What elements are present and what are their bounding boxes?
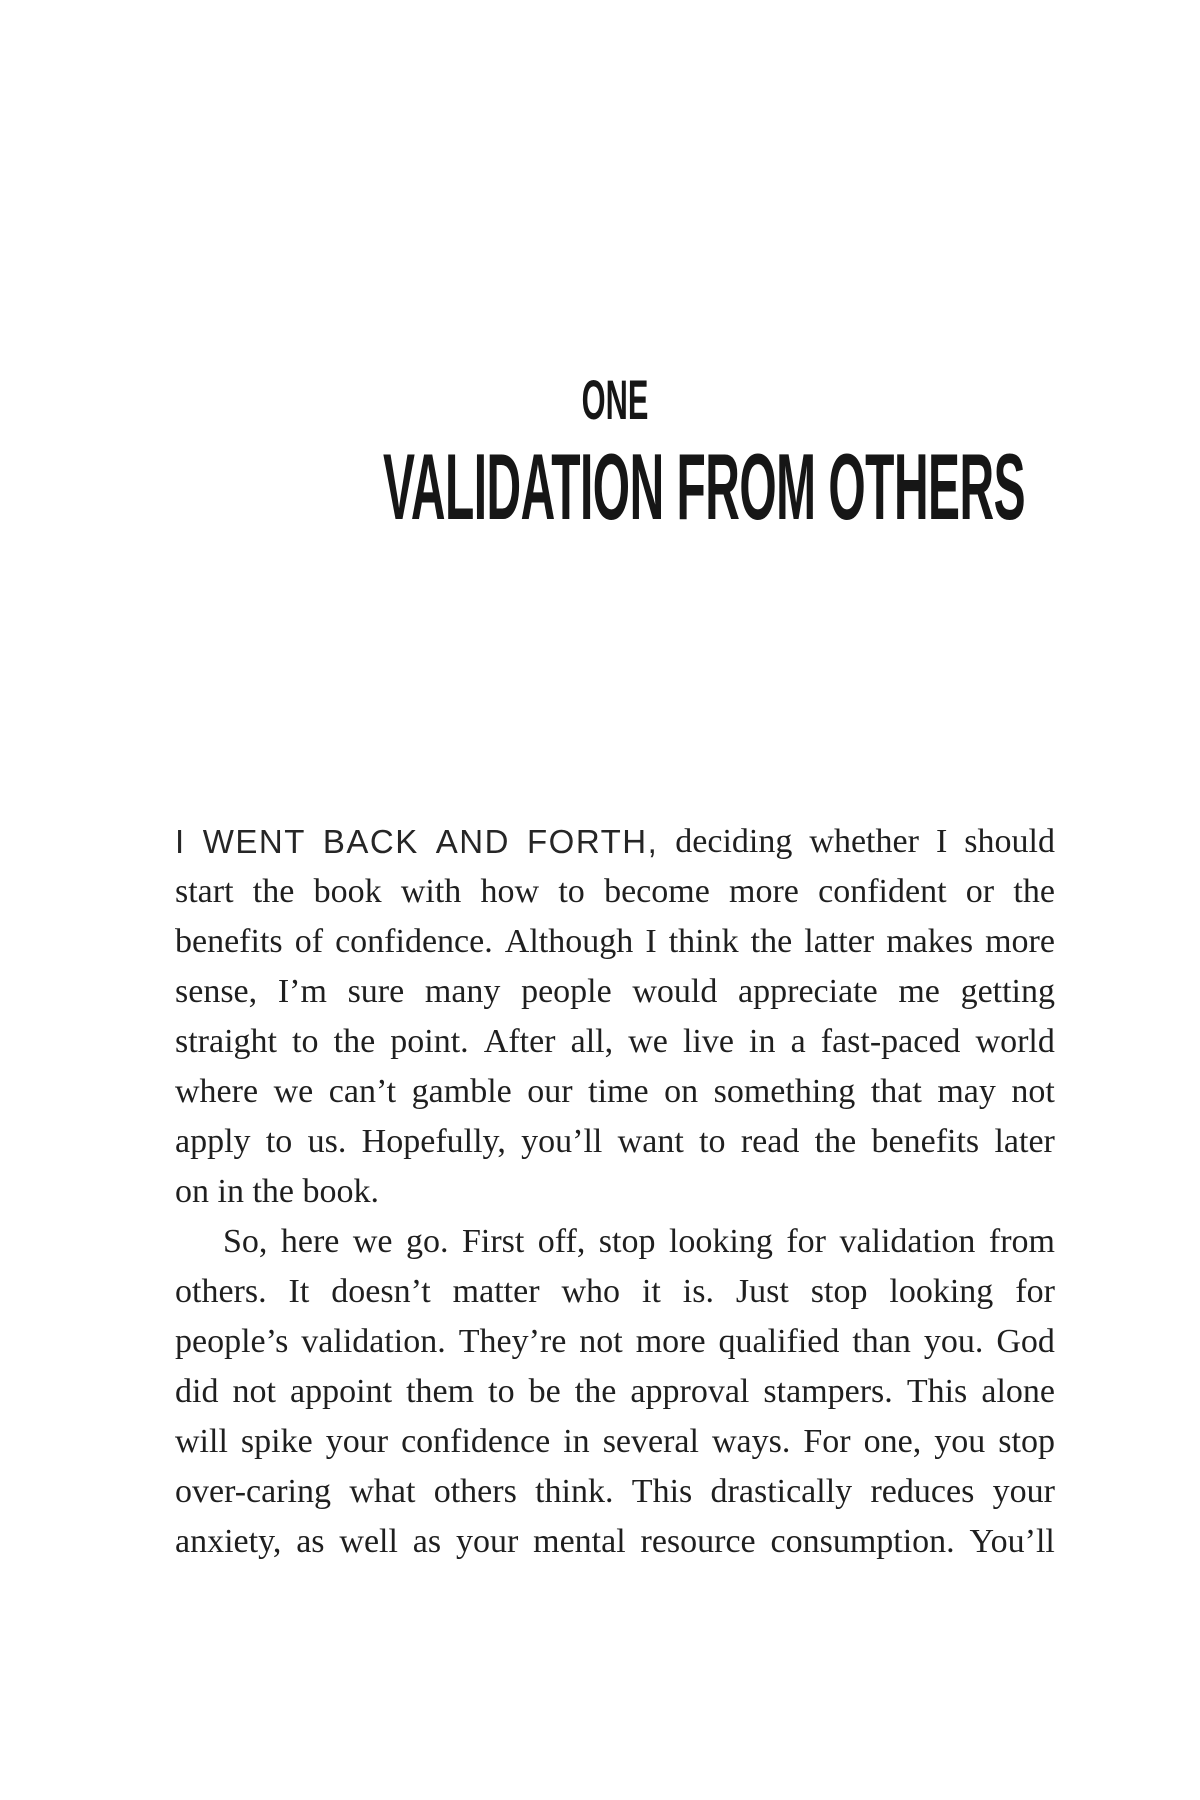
body-word: time bbox=[588, 1073, 649, 1110]
body-word: more bbox=[729, 873, 799, 910]
body-word: stop bbox=[598, 1223, 656, 1260]
body-word: stop bbox=[998, 1423, 1055, 1460]
body-word: benefits bbox=[175, 923, 283, 960]
chapter-title: VALIDATION FROM OTHERS bbox=[382, 434, 1026, 539]
body-word: anxiety, bbox=[175, 1523, 282, 1560]
body-word: on bbox=[664, 1073, 699, 1110]
body-word: a bbox=[790, 1023, 806, 1060]
body-word: one, bbox=[863, 1423, 922, 1460]
body-word: think. bbox=[535, 1473, 614, 1510]
body-word: sure bbox=[347, 973, 405, 1010]
body-word: several bbox=[602, 1423, 699, 1460]
body-word: not bbox=[232, 1373, 276, 1410]
body-word: Although bbox=[504, 923, 634, 960]
body-word: you’ll bbox=[521, 1123, 603, 1160]
body-word: is. bbox=[682, 1273, 714, 1310]
body-word: It bbox=[288, 1273, 310, 1310]
body-word: reduces bbox=[870, 1473, 975, 1510]
body-word: others bbox=[433, 1473, 517, 1510]
body-word: the bbox=[814, 1123, 857, 1160]
body-word: we bbox=[273, 1073, 314, 1110]
body-word: where bbox=[175, 1073, 259, 1110]
text-line bbox=[175, 1167, 1055, 1217]
body-word: many bbox=[424, 973, 501, 1010]
body-word: benefits bbox=[871, 1123, 980, 1160]
body-word: of bbox=[294, 923, 324, 960]
body-word: people bbox=[521, 973, 612, 1010]
body-word: resource bbox=[640, 1523, 756, 1560]
body-word: can’t bbox=[328, 1073, 397, 1110]
body-word: did bbox=[175, 1373, 219, 1410]
body-word: not bbox=[579, 1323, 623, 1360]
lead-in-text: BACK bbox=[322, 823, 419, 860]
body-word: This bbox=[906, 1373, 968, 1410]
body-word: drastically bbox=[710, 1473, 853, 1510]
body-word: the bbox=[252, 873, 295, 910]
body-word: that bbox=[870, 1073, 922, 1110]
body-word: getting bbox=[960, 973, 1055, 1010]
body-word: you. bbox=[923, 1323, 984, 1360]
text-line bbox=[175, 1467, 1055, 1517]
body-word: who bbox=[561, 1273, 621, 1310]
body-word: me bbox=[898, 973, 940, 1010]
body-word: in bbox=[749, 1023, 776, 1060]
body-word: as bbox=[296, 1523, 325, 1560]
body-word: to bbox=[558, 873, 585, 910]
body-word: doesn’t bbox=[331, 1273, 431, 1310]
body-word: we bbox=[628, 1023, 668, 1060]
body-word: deciding bbox=[675, 823, 793, 860]
body-word: makes bbox=[886, 923, 974, 960]
body-word: live bbox=[682, 1023, 734, 1060]
body-word: point. bbox=[390, 1023, 469, 1060]
text-line bbox=[175, 1267, 1055, 1317]
text-line bbox=[175, 1067, 1055, 1117]
body-word: consumption. bbox=[770, 1523, 955, 1560]
body-word: with bbox=[400, 873, 462, 910]
body-word: people’s bbox=[175, 1323, 289, 1360]
body-word: your bbox=[325, 1423, 389, 1460]
body-word: us. bbox=[307, 1123, 347, 1160]
body-word: others. bbox=[175, 1273, 267, 1310]
body-word: apply bbox=[175, 1123, 251, 1160]
body-word: for bbox=[786, 1223, 826, 1260]
body-word: well bbox=[339, 1523, 398, 1560]
body-word: appoint bbox=[290, 1373, 393, 1410]
body-word: your bbox=[455, 1523, 519, 1560]
body-word: the bbox=[333, 1023, 376, 1060]
body-word: book bbox=[313, 873, 382, 910]
body-word: matter bbox=[452, 1273, 540, 1310]
body-word: something bbox=[713, 1073, 856, 1110]
body-word: here bbox=[280, 1223, 340, 1260]
body-word: more bbox=[985, 923, 1055, 960]
body-word: from bbox=[988, 1223, 1055, 1260]
body-word: over-caring bbox=[175, 1473, 332, 1510]
body-word: So, bbox=[223, 1223, 268, 1260]
body-word: qualified bbox=[718, 1323, 840, 1360]
body-word: validation bbox=[839, 1223, 976, 1260]
body-word: stop bbox=[810, 1273, 868, 1310]
text-line bbox=[175, 1217, 1055, 1267]
body-word: the bbox=[574, 1373, 617, 1410]
body-word: appreciate bbox=[738, 973, 878, 1010]
body-word: You’ll bbox=[969, 1523, 1055, 1560]
body-word: mental bbox=[533, 1523, 626, 1560]
lead-in-text: I bbox=[175, 823, 186, 860]
body-word: to bbox=[699, 1123, 726, 1160]
body-word: After bbox=[483, 1023, 556, 1060]
body-word: the bbox=[750, 923, 793, 960]
body-word: or bbox=[965, 873, 995, 910]
body-word: sense, bbox=[175, 973, 258, 1010]
body-word: I bbox=[935, 823, 948, 860]
text-line bbox=[175, 917, 1055, 967]
text-line bbox=[175, 1517, 1055, 1567]
body-word: later bbox=[994, 1123, 1055, 1160]
lead-in-text: FORTH, bbox=[527, 823, 659, 860]
body-word: fast-paced bbox=[820, 1023, 961, 1060]
text-line bbox=[175, 1417, 1055, 1467]
body-word: Just bbox=[735, 1273, 789, 1310]
chapter-heading bbox=[160, 368, 1070, 539]
body-word: will bbox=[175, 1423, 228, 1460]
body-word: God bbox=[996, 1323, 1055, 1360]
body-word: looking bbox=[668, 1223, 773, 1260]
body-word: all, bbox=[570, 1023, 614, 1060]
body-text bbox=[175, 817, 1055, 1567]
body-word: you bbox=[934, 1423, 986, 1460]
body-word: on in the book. bbox=[175, 1173, 379, 1210]
body-word: to bbox=[488, 1373, 515, 1410]
body-word: read bbox=[740, 1123, 800, 1160]
body-word: straight bbox=[175, 1023, 277, 1060]
lead-in-text: AND bbox=[435, 823, 510, 860]
body-word: in bbox=[563, 1423, 590, 1460]
body-word: whether bbox=[809, 823, 919, 860]
body-word: what bbox=[349, 1473, 416, 1510]
body-word: looking bbox=[889, 1273, 994, 1310]
body-word: become bbox=[604, 873, 710, 910]
body-word: confidence bbox=[401, 1423, 551, 1460]
text-line bbox=[175, 867, 1055, 917]
body-word: ways. bbox=[711, 1423, 791, 1460]
body-word: stampers. bbox=[763, 1373, 893, 1410]
body-word: think bbox=[668, 923, 739, 960]
body-word: approval bbox=[630, 1373, 750, 1410]
text-line bbox=[175, 1017, 1055, 1067]
body-word: They’re bbox=[458, 1323, 567, 1360]
body-word: I bbox=[645, 923, 657, 960]
body-word: confidence. bbox=[335, 923, 493, 960]
body-word: your bbox=[992, 1473, 1055, 1510]
body-word: Hopefully, bbox=[361, 1123, 506, 1160]
body-word: latter bbox=[804, 923, 875, 960]
text-line bbox=[175, 967, 1055, 1017]
body-word: than bbox=[852, 1323, 911, 1360]
body-word: not bbox=[1011, 1073, 1055, 1110]
body-word: them bbox=[406, 1373, 475, 1410]
body-word: for bbox=[1015, 1273, 1055, 1310]
body-word: we bbox=[352, 1223, 393, 1260]
body-word: For bbox=[803, 1423, 851, 1460]
body-word: to bbox=[292, 1023, 319, 1060]
body-word: confident bbox=[818, 873, 947, 910]
body-word: our bbox=[527, 1073, 573, 1110]
body-word: should bbox=[964, 823, 1055, 860]
body-word: gamble bbox=[411, 1073, 512, 1110]
text-line bbox=[175, 817, 1055, 867]
body-word: I’m bbox=[277, 973, 327, 1010]
body-word: This bbox=[631, 1473, 693, 1510]
text-line bbox=[175, 1367, 1055, 1417]
body-word: more bbox=[635, 1323, 706, 1360]
body-word: alone bbox=[981, 1373, 1055, 1410]
chapter-number: ONE bbox=[581, 368, 649, 431]
body-word: would bbox=[632, 973, 718, 1010]
body-word: it bbox=[641, 1273, 661, 1310]
text-line bbox=[175, 1117, 1055, 1167]
lead-in-text: WENT bbox=[202, 823, 306, 860]
body-word: how bbox=[480, 873, 540, 910]
body-word: to bbox=[265, 1123, 293, 1160]
text-line bbox=[175, 1317, 1055, 1367]
body-word: spike bbox=[240, 1423, 313, 1460]
body-word: as bbox=[412, 1523, 442, 1560]
body-word: First bbox=[461, 1223, 525, 1260]
body-word: want bbox=[617, 1123, 684, 1160]
body-word: the bbox=[1013, 873, 1055, 910]
body-word: off, bbox=[537, 1223, 586, 1260]
body-word: go. bbox=[406, 1223, 449, 1260]
body-word: may bbox=[937, 1073, 996, 1110]
body-word: validation. bbox=[301, 1323, 446, 1360]
body-word: start bbox=[175, 873, 234, 910]
body-word: world bbox=[975, 1023, 1055, 1060]
body-word: be bbox=[528, 1373, 561, 1410]
